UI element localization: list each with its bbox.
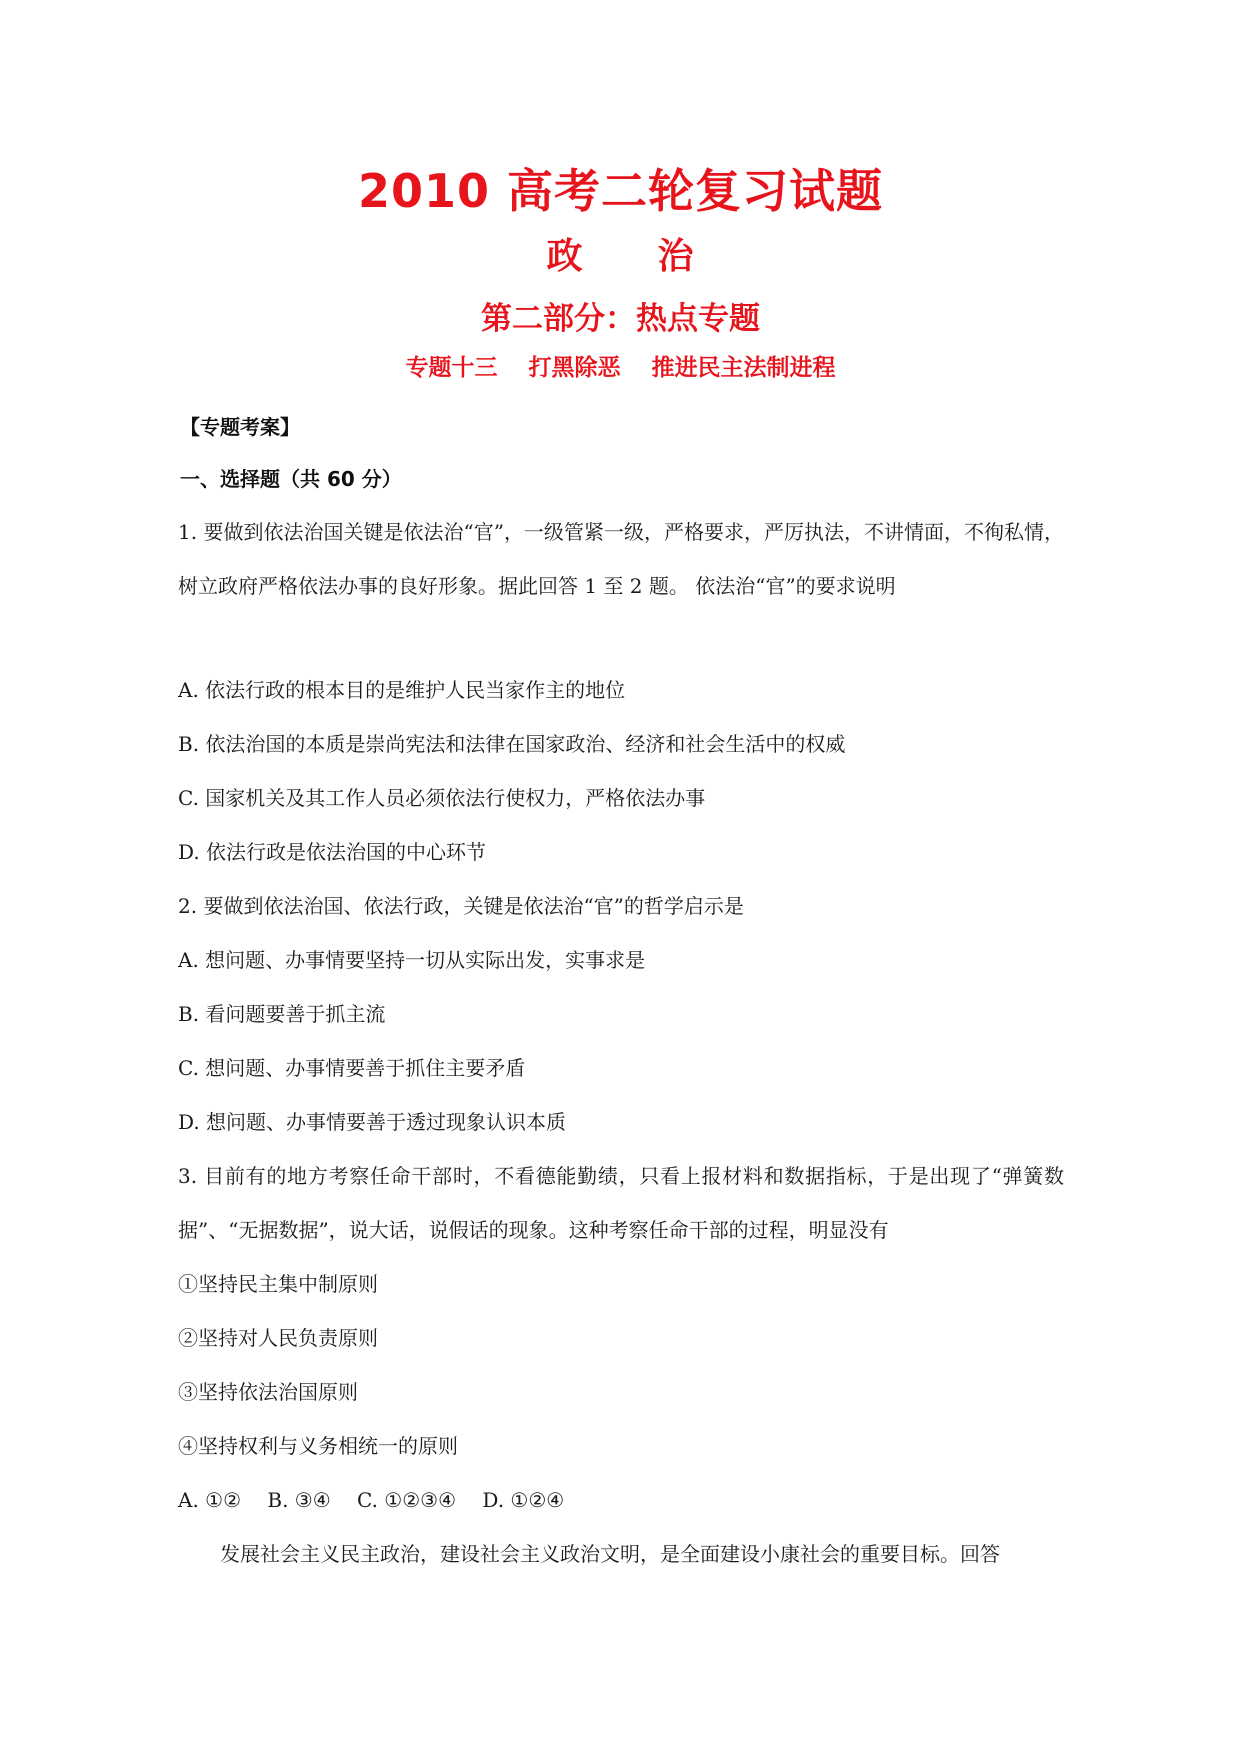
- part-title: 第二部分：热点专题: [481, 301, 760, 337]
- q3-item-2: ②坚持对人民负责原则: [178, 1326, 378, 1350]
- q1-option-b: B. 依法治国的本质是崇尚宪法和法律在国家政治、经济和社会生活中的权威: [178, 732, 846, 756]
- question-2-stem: 2. 要做到依法治国、依法行政，关键是依法治“官”的哲学启示是: [178, 894, 744, 918]
- q2-option-a: A. 想问题、办事情要坚持一切从实际出发，实事求是: [178, 948, 646, 972]
- q3-item-4: ④坚持权利与义务相统一的原则: [178, 1434, 458, 1458]
- q1-option-d: D. 依法行政是依法治国的中心环节: [178, 840, 487, 864]
- q2-option-c: C. 想问题、办事情要善于抓住主要矛盾: [178, 1056, 526, 1080]
- q1-option-c: C. 国家机关及其工作人员必须依法行使权力，严格依法办事: [178, 786, 706, 810]
- q2-option-b: B. 看问题要善于抓主流: [178, 1002, 386, 1026]
- q3-item-1: ①坚持民主集中制原则: [178, 1272, 378, 1296]
- question-1-stem: 1. 要做到依法治国关键是依法治“官”，一级管紧一级，严格要求，严厉执法，不讲情面，不徇私情，树立政府严格依法办事的良好形象。据此回答 1 至 2 题。 依法治“官”的要求说明: [178, 520, 1064, 598]
- subject-title: 政 治: [546, 236, 695, 277]
- section-choice-label: 一、选择题（共 60 分）: [180, 467, 402, 491]
- q2-option-d: D. 想问题、办事情要善于透过现象认识本质: [178, 1110, 567, 1134]
- q3-answer-options: A. ①② B. ③④ C. ①②③④ D. ①②④: [178, 1488, 565, 1512]
- topic-title: 专题十三 打黑除恶 推进民主法制进程: [405, 355, 836, 381]
- intro-paragraph: 发展社会主义民主政治，建设社会主义政治文明，是全面建设小康社会的重要目标。回答: [220, 1542, 1000, 1566]
- q1-option-a: A. 依法行政的根本目的是维护人民当家作主的地位: [178, 678, 626, 702]
- q3-item-3: ③坚持依法治国原则: [178, 1380, 358, 1404]
- question-3-stem: 3. 目前有的地方考察任命干部时，不看德能勤绩，只看上报材料和数据指标，于是出现了“弹簧数据”、“无据数据”，说大话，说假话的现象。这种考察任命干部的过程，明显没有: [178, 1164, 1064, 1242]
- document-title: 2010 高考二轮复习试题: [357, 164, 884, 218]
- section-case-label: 【专题考案】: [180, 415, 300, 439]
